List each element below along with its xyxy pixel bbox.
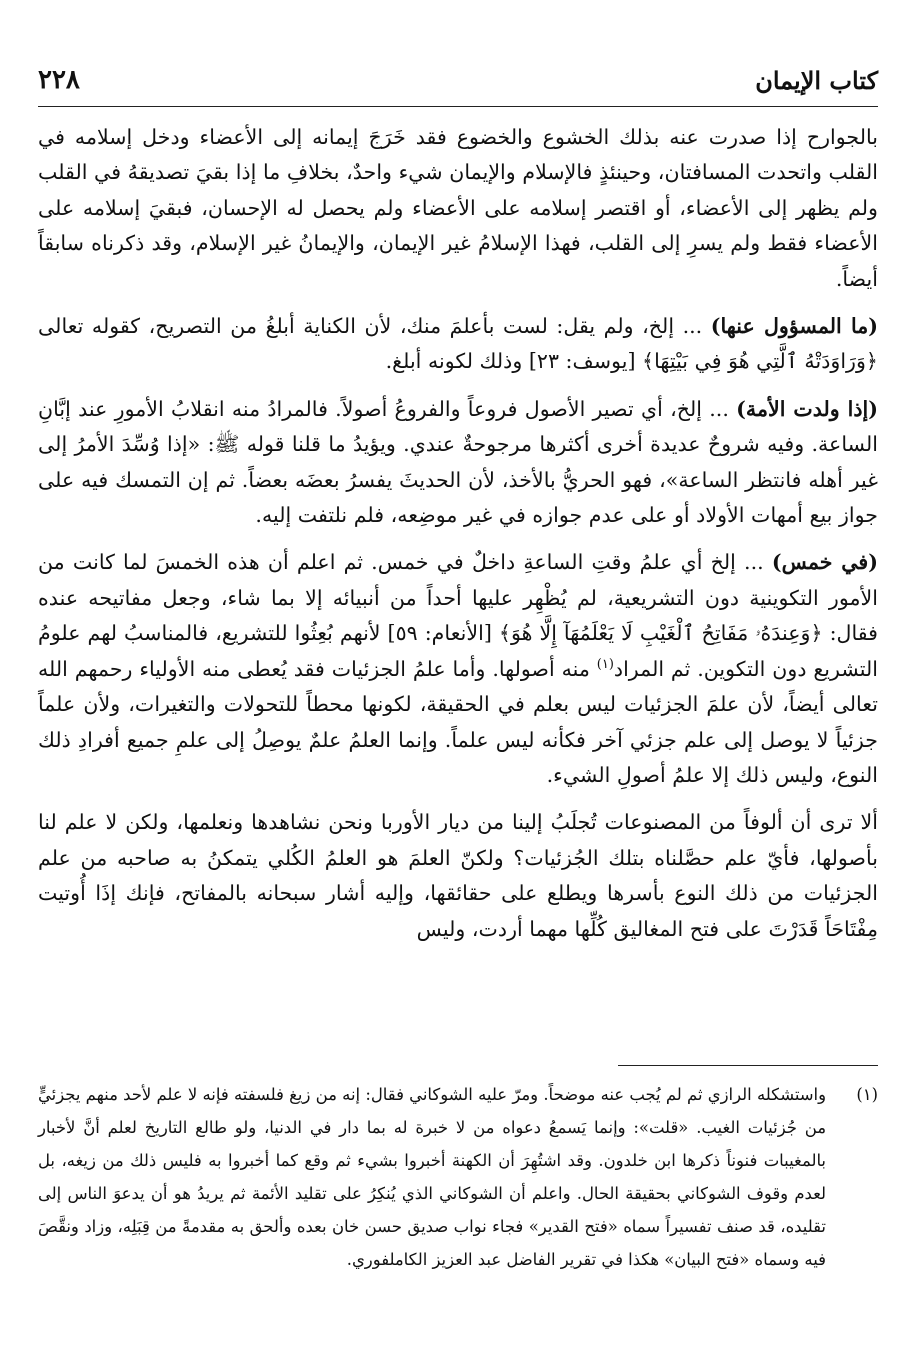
paragraph-2 xyxy=(38,309,878,380)
paragraph-text: ... إلخ أي علمُ وقتِ الساعةِ داخلٌ في خمس. ثم اعلم أن هذه الخمسَ لما كانت من الأمور التكوينية دون التشريعية، لم يُظْهِر عليها أحداً من أنبيائه إلا بما شاء، وجعل مفاتيحه عنده فقال: ﴿وَعِندَهُۥ مَفَاتِحُ ٱلْغَيْبِ لَا يَعْلَمُهَآ إِلَّا هُوَ﴾ [الأنعام: ٥٩] لأنهم بُعِثُوا للتشريع، فالمناسبُ لهم علومُ التشريع دون التكوين. ثم المراد xyxy=(38,550,879,681)
footnote-number: (١) xyxy=(856,1085,878,1104)
paragraph-text-continued: منه أصولها. وأما علمُ الجزئيات فقد يُعطى منه الأولياء رحمهم الله تعالى أيضاً، لأن علمَ الجزئيات ليس بعلم في الحقيقة، لكونها محطاً للتحولات والتغيرات، ولأن علماً جزئياً لا يوصل إلى علم جزئي آخر فكأنه ليس علماً. وإنما العلمُ علمٌ يوصِلُ إلى علمِ جميع أفرادِ ذلك النوع، وليس ذلك إلا علمُ أصولِ الشيء. xyxy=(38,656,878,787)
footnote-reference[interactable]: (١) xyxy=(596,656,614,672)
header-divider xyxy=(38,106,878,107)
footnote-text: واستشكله الرازي ثم لم يُجب عنه موضحاً. ومرّ عليه الشوكاني فقال: إنه من زيغ فلسفته فإنه لا علم لأحد منهم يجزئيٍّ من جُزئيات الغيب. «قلت»: وإنما يَسمعُ دعواه من لا خبرة له بما دار في الدنيا، ولو طالع التاريخ لعلم أنَّ لأخبار بالمغيبات فنوناً ذكرها ابن خلدون. وقد اشتُهِرَ أن الكهنة أخبروا بشيء ثم وقع كما أخبروا به فليس ذلك من زيغه، بل لعدم وقوف الشوكاني بحقيقة الحال. واعلم أن الشوكاني الذي يُنكِرُ على تقليد الأئمة ثم يريدُ هو أن يدعوَ الناس إلى تقليده، قد صنف تفسيراً سماه «فتح القدير» فجاء نواب صديق حسن خان بعده وألحق به مقدمةً من قِبَلِه، وزاد ونقَّصَ فيه وسماه «فتح البيان» هكذا في تقرير الفاضل عبد العزيز الكاملفوري. xyxy=(38,1085,826,1269)
paragraph-text: ... إلخ، ولم يقل: لست بأعلمَ منك، لأن الكناية أبلغُ من التصريح، كقوله تعالى ﴿وَرَاوَدَتْهُ ٱلَّتِي هُوَ فِي بَيْتِهَا﴾ [يوسف: ٢٣] وذلك لكونه أبلغ. xyxy=(38,314,878,374)
main-text xyxy=(38,120,878,959)
paragraph-text: ألا ترى أن ألوفاً من المصنوعات تُجلَبُ إلينا من ديار الأوربا ونحن نشاهدها ونعلمها، ولكن لا علم لنا بأصولها، فأيّ علم حصَّلناه بتلك الجُزئيات؟ ولكنّ العلمَ هو العلمُ الكُلي يتمكنُ به صاحبه من علم الجزئيات من ذلك النوع بأسرها ويطلع على حقائقها، وإليه أشار سبحانه بالمفاتح، فإنك إذَا أُوتيت مِفْتَاحَاً قَدَرْتَ على فتح المغاليق كُلِّها مهما أردت، وليس xyxy=(38,810,878,941)
lemma-heading: (في خمس) xyxy=(771,550,879,575)
paragraph-text: بالجوارح إذا صدرت عنه بذلك الخشوع والخضوع فقد خَرَجَ إيمانه إلى الأعضاء ودخل إسلامه في القلب واتحدت المسافتان، وحينئذٍ فالإسلام والإيمان شيء واحدٌ، بخلافِ ما إذا بقيَ تصديقهُ في القلب ولم يظهر إلى الأعضاء، أو اقتصر إسلامه على الأعضاء ولم يحصل له الإحسان، فبقيَ إسلامه على الأعضاء فقط ولم يسرِ إلى القلب، فهذا الإسلامُ غير الإيمان، والإيمانُ غير الإسلام، وقد ذكرناه سابقاً أيضاً. xyxy=(38,125,878,291)
footnotes-section xyxy=(38,1078,878,1276)
book-page xyxy=(38,0,878,1372)
page-number: ٢٢٨ xyxy=(38,65,80,95)
lemma-heading: (ما المسؤول عنها) xyxy=(710,314,878,339)
footnote-divider xyxy=(618,1065,878,1066)
lemma-heading: (إذا ولدت الأمة) xyxy=(736,396,878,421)
running-title: كتاب الإيمان xyxy=(755,65,878,95)
paragraph-4 xyxy=(38,545,878,793)
paragraph-1 xyxy=(38,120,878,297)
paragraph-5 xyxy=(38,805,878,947)
paragraph-text: ... إلخ، أي تصير الأصول فروعاً والفروعُ أصولاً. فالمرادُ منه انقلابُ الأمورِ عند إبَّانِ الساعة. وفيه شروحٌ عديدة أخرى أكثرها مرجوحةٌ عندي. ويؤيدُ ما قلنا قوله ﷺ: «إذا وُسِّدَ الأمرُ إلى غير أهله فانتظر الساعة»، فهو الحريُّ بالأخذ، لأن الحديثَ يفسرُ بعضَه بعضاً. ثم إن التمسك فيه على جواز بيع أمهات الأولاد أو على عدم جوازه في غير موضِعه، فلم نلتفت إليه. xyxy=(38,396,878,528)
footnote-1 xyxy=(38,1078,878,1276)
paragraph-3 xyxy=(38,392,878,534)
page-header xyxy=(38,60,878,100)
